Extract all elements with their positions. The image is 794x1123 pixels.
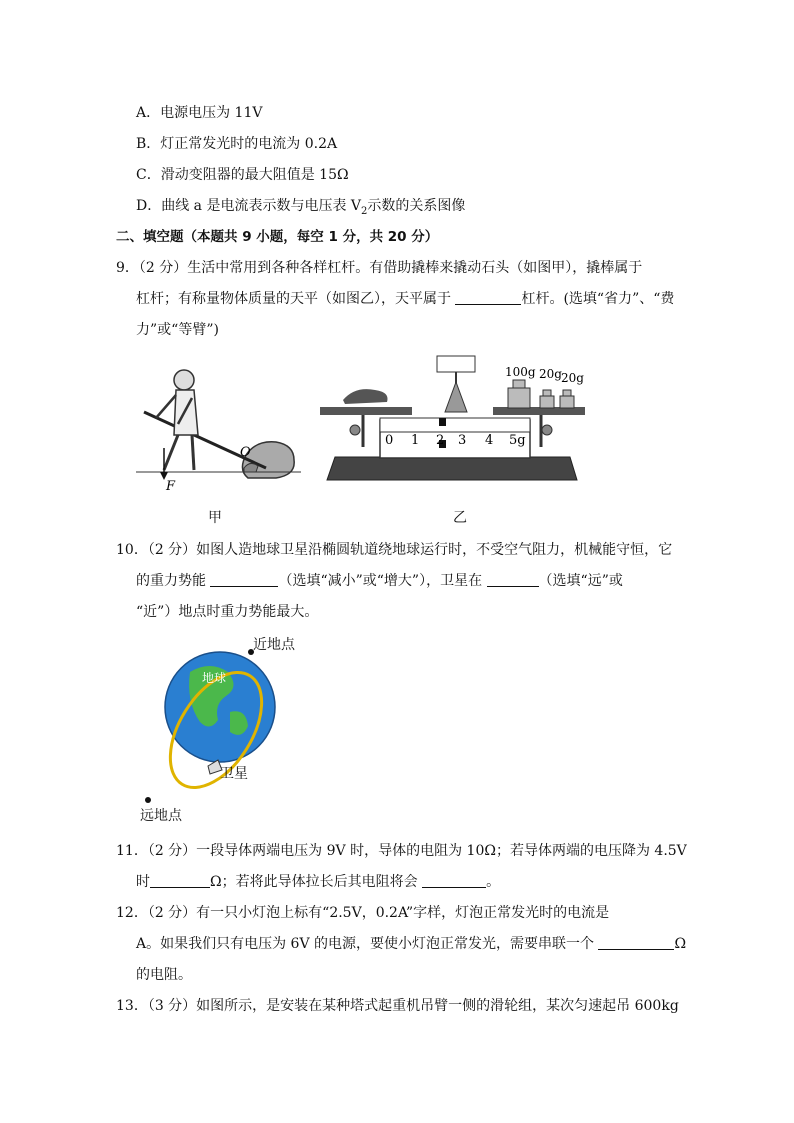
near-point-label: 近地点 — [253, 637, 295, 653]
q12-blank-1[interactable] — [598, 935, 674, 950]
q13-line1: 13．（3 分）如图所示，是安装在某种塔式起重机吊臂一侧的滑轮组，某次匀速起吊 600kg — [116, 998, 679, 1014]
q12-line2 — [136, 934, 686, 954]
option-d-subscript: 2 — [361, 205, 368, 217]
orbit-figure — [130, 632, 310, 827]
q12-line1: 12．（2 分）有一只小灯泡上标有“2.5V，0.2A”字样，灯泡正常发光时的电流是 — [116, 905, 610, 921]
option-d-text: D．曲线 a 是电流表示数与电压表 V — [136, 198, 362, 214]
earth-label: 地球 — [202, 671, 227, 685]
q9-line3: 力”或“等臂”) — [136, 322, 219, 338]
option-b: B．灯正常发光时的电流为 0.2A — [136, 136, 338, 152]
force-label: F — [166, 479, 176, 490]
q9-blank-2[interactable] — [455, 290, 521, 305]
q10-line2-a: 的重力势能 — [136, 573, 211, 589]
lever-figure — [136, 360, 306, 490]
far-point-label: 远地点 — [140, 808, 182, 824]
q10-line1: 10．（2 分）如图人造地球卫星沿椭圆轨道绕地球运行时，不受空气阻力，机械能守恒，它 — [116, 542, 673, 558]
scale-0: 0 — [385, 433, 394, 448]
scale-2: 2 — [436, 433, 445, 448]
q10-line2 — [136, 571, 623, 591]
weight-20g-a: 20g — [539, 367, 562, 381]
q10-blank-2[interactable] — [487, 572, 539, 587]
q9-line2 — [136, 289, 674, 309]
weight-100g: 100g — [505, 365, 536, 379]
balance-figure — [315, 352, 590, 487]
satellite-label: 卫星 — [220, 766, 248, 782]
q11-blank-2[interactable] — [422, 873, 486, 888]
option-d-text-end: 示数的关系图像 — [367, 198, 466, 214]
q12-line2-b: Ω — [674, 936, 687, 952]
q11-line2-b: Ω；若将此导体拉长后其电阻将会 — [210, 874, 423, 890]
scale-4: 4 — [485, 433, 494, 448]
q12-line2-a: A。如果我们只有电压为 6V 的电源，要使小灯泡正常发光，需要串联一个 — [136, 936, 599, 952]
q9-line2-a: 杠杆；有称量物体质量的天平（如图乙），天平属于 — [136, 291, 456, 307]
q10-line2-b: （选填“减小”或“增大”），卫星在 — [278, 573, 487, 589]
caption-yi: 乙 — [453, 510, 467, 526]
q10-blank-1[interactable] — [210, 572, 278, 587]
q9-line2-b: 杠杆。(选填“省力”、“费 — [521, 291, 675, 307]
option-c: C．滑动变阻器的最大阻值是 15Ω — [136, 167, 349, 183]
fulcrum-label: O — [240, 445, 251, 460]
scale-5g: 5g — [509, 433, 526, 448]
caption-jia: 甲 — [208, 510, 222, 526]
weight-20g-b: 20g — [561, 371, 584, 385]
q10-line3: “近”）地点时重力势能最大。 — [136, 604, 319, 620]
q11-blank-1[interactable] — [150, 873, 210, 888]
q11-line1: 11．（2 分）一段导体两端电压为 9V 时，导体的电阻为 10Ω；若导体两端的电压降为 4.5V — [116, 843, 687, 859]
q12-line3: 的电阻。 — [136, 967, 192, 983]
section-heading: 二、填空题（本题共 9 小题，每空 1 分，共 20 分） — [116, 229, 439, 245]
q9-line1: 9．（2 分）生活中常用到各种各样杠杆。有借助撬棒来撬动石头（如图甲），撬棒属于 — [116, 260, 643, 276]
q11-line2-c: 。 — [486, 874, 501, 890]
scale-3: 3 — [458, 433, 467, 448]
q11-line2-a: 时 — [136, 874, 150, 890]
scale-1: 1 — [411, 433, 420, 448]
option-a: A．电源电压为 11V — [136, 105, 263, 121]
q11-line2 — [136, 872, 500, 892]
q10-line2-c: （选填“远”或 — [538, 573, 623, 589]
option-d — [136, 196, 465, 222]
